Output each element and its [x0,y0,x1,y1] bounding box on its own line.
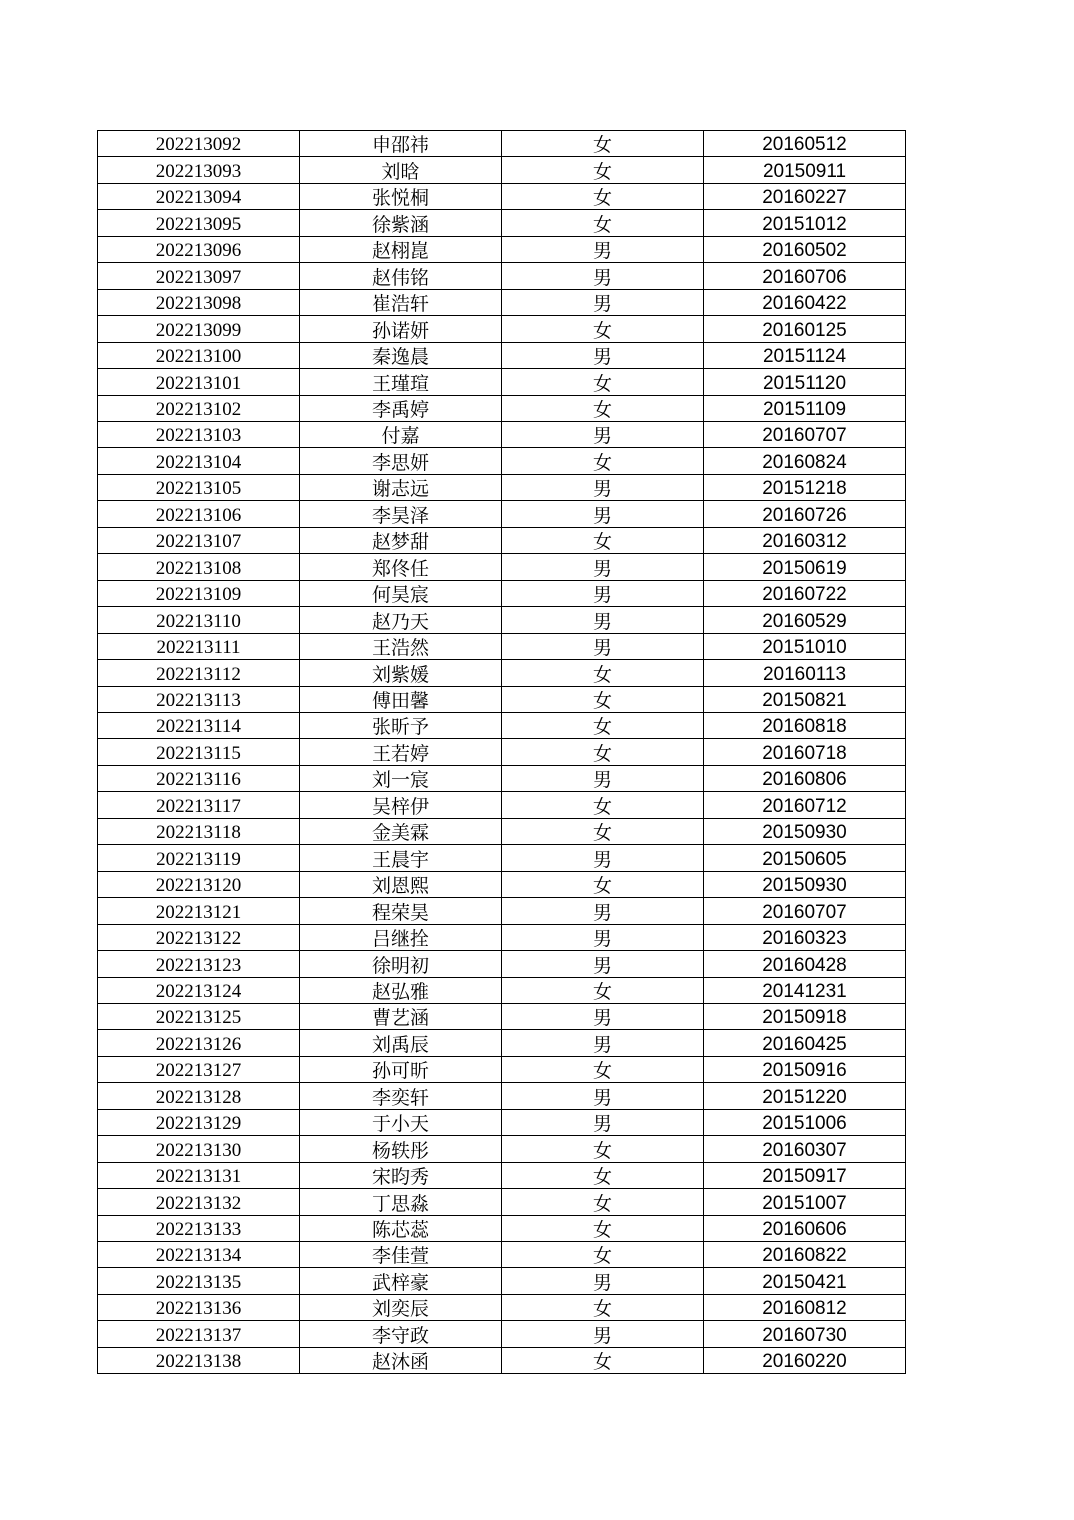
student-id-cell: 202213120 [98,871,300,897]
student-name-cell: 徐明初 [300,951,502,977]
student-id-cell: 202213130 [98,1136,300,1162]
table-row [98,1321,906,1347]
gender-cell: 男 [502,342,704,368]
student-id-cell: 202213121 [98,898,300,924]
table-row [98,210,906,236]
table-row [98,474,906,500]
table-row [98,898,906,924]
student-id-cell: 202213129 [98,1109,300,1135]
student-name-cell: 何昊宸 [300,580,502,606]
birth-date-cell: 20151124 [704,342,906,368]
birth-date-cell: 20160113 [704,660,906,686]
table-row [98,1294,906,1320]
student-id-cell: 202213131 [98,1162,300,1188]
student-name-cell: 于小天 [300,1109,502,1135]
table-row [98,1215,906,1241]
table-row [98,236,906,262]
student-name-cell: 杨轶彤 [300,1136,502,1162]
student-name-cell: 谢志远 [300,474,502,500]
birth-date-cell: 20160422 [704,289,906,315]
roster-body [98,131,906,1374]
student-id-cell: 202213122 [98,924,300,950]
student-id-cell: 202213136 [98,1294,300,1320]
student-id-cell: 202213127 [98,1056,300,1082]
student-id-cell: 202213137 [98,1321,300,1347]
gender-cell: 男 [502,580,704,606]
birth-date-cell: 20150605 [704,845,906,871]
table-row [98,1056,906,1082]
student-id-cell: 202213105 [98,474,300,500]
student-name-cell: 李思妍 [300,448,502,474]
student-name-cell: 王若婷 [300,739,502,765]
table-row [98,1083,906,1109]
student-id-cell: 202213112 [98,660,300,686]
birth-date-cell: 20151010 [704,633,906,659]
birth-date-cell: 20160822 [704,1242,906,1268]
birth-date-cell: 20151006 [704,1109,906,1135]
birth-date-cell: 20150421 [704,1268,906,1294]
table-row [98,1162,906,1188]
table-row [98,369,906,395]
table-row [98,792,906,818]
birth-date-cell: 20160220 [704,1347,906,1373]
gender-cell: 女 [502,369,704,395]
gender-cell: 女 [502,1294,704,1320]
student-name-cell: 王瑾瑄 [300,369,502,395]
table-row [98,1109,906,1135]
student-name-cell: 金美霖 [300,818,502,844]
student-name-cell: 刘一宸 [300,765,502,791]
gender-cell: 女 [502,1056,704,1082]
student-id-cell: 202213110 [98,607,300,633]
birth-date-cell: 20150930 [704,871,906,897]
birth-date-cell: 20150619 [704,554,906,580]
student-id-cell: 202213119 [98,845,300,871]
birth-date-cell: 20160718 [704,739,906,765]
birth-date-cell: 20160818 [704,712,906,738]
student-id-cell: 202213113 [98,686,300,712]
birth-date-cell: 20160227 [704,183,906,209]
table-row [98,739,906,765]
student-name-cell: 李奕轩 [300,1083,502,1109]
birth-date-cell: 20150911 [704,157,906,183]
student-name-cell: 孙诺妍 [300,316,502,342]
gender-cell: 女 [502,395,704,421]
student-id-cell: 202213102 [98,395,300,421]
student-name-cell: 徐紫涵 [300,210,502,236]
gender-cell: 男 [502,263,704,289]
student-name-cell: 李佳萱 [300,1242,502,1268]
table-row [98,289,906,315]
birth-date-cell: 20150918 [704,1003,906,1029]
student-name-cell: 赵弘雅 [300,977,502,1003]
table-row [98,845,906,871]
student-id-cell: 202213111 [98,633,300,659]
student-name-cell: 孙可昕 [300,1056,502,1082]
gender-cell: 男 [502,501,704,527]
student-id-cell: 202213107 [98,527,300,553]
table-row [98,712,906,738]
student-name-cell: 刘晗 [300,157,502,183]
birth-date-cell: 20151120 [704,369,906,395]
student-id-cell: 202213095 [98,210,300,236]
student-name-cell: 赵沐函 [300,1347,502,1373]
gender-cell: 男 [502,289,704,315]
student-name-cell: 程荣昊 [300,898,502,924]
student-roster-table [97,130,906,1374]
gender-cell: 男 [502,1268,704,1294]
table-row [98,316,906,342]
birth-date-cell: 20151007 [704,1189,906,1215]
student-name-cell: 赵栩崑 [300,236,502,262]
table-row [98,686,906,712]
birth-date-cell: 20151012 [704,210,906,236]
student-name-cell: 赵乃天 [300,607,502,633]
gender-cell: 女 [502,792,704,818]
student-id-cell: 202213094 [98,183,300,209]
birth-date-cell: 20150821 [704,686,906,712]
gender-cell: 女 [502,1136,704,1162]
gender-cell: 男 [502,554,704,580]
birth-date-cell: 20160712 [704,792,906,818]
student-id-cell: 202213101 [98,369,300,395]
student-id-cell: 202213132 [98,1189,300,1215]
gender-cell: 女 [502,448,704,474]
table-row [98,448,906,474]
student-id-cell: 202213109 [98,580,300,606]
birth-date-cell: 20160529 [704,607,906,633]
student-name-cell: 秦逸晨 [300,342,502,368]
gender-cell: 男 [502,845,704,871]
birth-date-cell: 20160125 [704,316,906,342]
birth-date-cell: 20141231 [704,977,906,1003]
student-id-cell: 202213106 [98,501,300,527]
table-row [98,924,906,950]
student-name-cell: 傅田馨 [300,686,502,712]
birth-date-cell: 20160824 [704,448,906,474]
table-row [98,527,906,553]
gender-cell: 女 [502,1189,704,1215]
birth-date-cell: 20151218 [704,474,906,500]
table-row [98,1347,906,1373]
student-id-cell: 202213093 [98,157,300,183]
gender-cell: 男 [502,633,704,659]
student-name-cell: 王浩然 [300,633,502,659]
table-row [98,342,906,368]
table-row [98,1268,906,1294]
birth-date-cell: 20150930 [704,818,906,844]
table-row [98,660,906,686]
student-id-cell: 202213128 [98,1083,300,1109]
gender-cell: 男 [502,951,704,977]
birth-date-cell: 20160502 [704,236,906,262]
table-row [98,131,906,157]
gender-cell: 男 [502,924,704,950]
table-row [98,1003,906,1029]
student-name-cell: 曹艺涵 [300,1003,502,1029]
student-id-cell: 202213098 [98,289,300,315]
student-id-cell: 202213138 [98,1347,300,1373]
student-name-cell: 丁思淼 [300,1189,502,1215]
birth-date-cell: 20150917 [704,1162,906,1188]
birth-date-cell: 20151220 [704,1083,906,1109]
birth-date-cell: 20160722 [704,580,906,606]
student-id-cell: 202213103 [98,421,300,447]
student-id-cell: 202213108 [98,554,300,580]
student-name-cell: 王晨宇 [300,845,502,871]
birth-date-cell: 20160706 [704,263,906,289]
table-row [98,1136,906,1162]
gender-cell: 女 [502,739,704,765]
birth-date-cell: 20160707 [704,421,906,447]
table-row [98,157,906,183]
gender-cell: 女 [502,1242,704,1268]
gender-cell: 男 [502,236,704,262]
student-name-cell: 赵伟铭 [300,263,502,289]
student-name-cell: 刘恩熙 [300,871,502,897]
birth-date-cell: 20160323 [704,924,906,950]
gender-cell: 女 [502,1162,704,1188]
student-id-cell: 202213123 [98,951,300,977]
table-row [98,1242,906,1268]
table-row [98,951,906,977]
table-row [98,765,906,791]
birth-date-cell: 20160707 [704,898,906,924]
table-row [98,977,906,1003]
birth-date-cell: 20160812 [704,1294,906,1320]
gender-cell: 男 [502,607,704,633]
gender-cell: 女 [502,660,704,686]
student-name-cell: 刘禹辰 [300,1030,502,1056]
student-name-cell: 李昊泽 [300,501,502,527]
student-id-cell: 202213126 [98,1030,300,1056]
table-row [98,421,906,447]
student-name-cell: 付嘉 [300,421,502,447]
gender-cell: 男 [502,898,704,924]
gender-cell: 女 [502,818,704,844]
student-name-cell: 宋昀秀 [300,1162,502,1188]
student-id-cell: 202213100 [98,342,300,368]
student-id-cell: 202213118 [98,818,300,844]
student-name-cell: 李守政 [300,1321,502,1347]
student-id-cell: 202213133 [98,1215,300,1241]
student-id-cell: 202213116 [98,765,300,791]
gender-cell: 女 [502,131,704,157]
birth-date-cell: 20160512 [704,131,906,157]
gender-cell: 女 [502,871,704,897]
student-id-cell: 202213092 [98,131,300,157]
student-name-cell: 张悦桐 [300,183,502,209]
table-row [98,818,906,844]
table-row [98,580,906,606]
birth-date-cell: 20160312 [704,527,906,553]
birth-date-cell: 20160726 [704,501,906,527]
student-id-cell: 202213114 [98,712,300,738]
gender-cell: 女 [502,316,704,342]
student-name-cell: 吴梓伊 [300,792,502,818]
table-row [98,607,906,633]
student-name-cell: 刘奕辰 [300,1294,502,1320]
gender-cell: 女 [502,712,704,738]
student-name-cell: 赵梦甜 [300,527,502,553]
table-row [98,183,906,209]
table-row [98,501,906,527]
gender-cell: 女 [502,157,704,183]
birth-date-cell: 20160307 [704,1136,906,1162]
student-name-cell: 陈芯蕊 [300,1215,502,1241]
birth-date-cell: 20151109 [704,395,906,421]
gender-cell: 女 [502,977,704,1003]
table-row [98,1189,906,1215]
gender-cell: 女 [502,1215,704,1241]
birth-date-cell: 20160425 [704,1030,906,1056]
student-id-cell: 202213115 [98,739,300,765]
gender-cell: 男 [502,421,704,447]
student-id-cell: 202213135 [98,1268,300,1294]
gender-cell: 男 [502,1083,704,1109]
student-id-cell: 202213096 [98,236,300,262]
birth-date-cell: 20160730 [704,1321,906,1347]
table-row [98,263,906,289]
student-id-cell: 202213125 [98,1003,300,1029]
gender-cell: 男 [502,765,704,791]
gender-cell: 男 [502,1109,704,1135]
table-row [98,554,906,580]
birth-date-cell: 20160428 [704,951,906,977]
birth-date-cell: 20160806 [704,765,906,791]
gender-cell: 女 [502,686,704,712]
gender-cell: 男 [502,1003,704,1029]
student-name-cell: 申邵祎 [300,131,502,157]
student-id-cell: 202213124 [98,977,300,1003]
table-row [98,1030,906,1056]
student-name-cell: 郑佟任 [300,554,502,580]
student-name-cell: 李禹婷 [300,395,502,421]
birth-date-cell: 20160606 [704,1215,906,1241]
gender-cell: 男 [502,1030,704,1056]
gender-cell: 女 [502,1347,704,1373]
gender-cell: 男 [502,474,704,500]
gender-cell: 女 [502,183,704,209]
student-id-cell: 202213134 [98,1242,300,1268]
table-row [98,871,906,897]
student-name-cell: 刘紫媛 [300,660,502,686]
gender-cell: 女 [502,527,704,553]
student-name-cell: 武梓豪 [300,1268,502,1294]
student-id-cell: 202213104 [98,448,300,474]
table-row [98,395,906,421]
gender-cell: 女 [502,210,704,236]
birth-date-cell: 20150916 [704,1056,906,1082]
student-name-cell: 张昕予 [300,712,502,738]
gender-cell: 男 [502,1321,704,1347]
student-name-cell: 吕继拴 [300,924,502,950]
student-id-cell: 202213117 [98,792,300,818]
table-row [98,633,906,659]
student-id-cell: 202213097 [98,263,300,289]
student-id-cell: 202213099 [98,316,300,342]
student-name-cell: 崔浩轩 [300,289,502,315]
